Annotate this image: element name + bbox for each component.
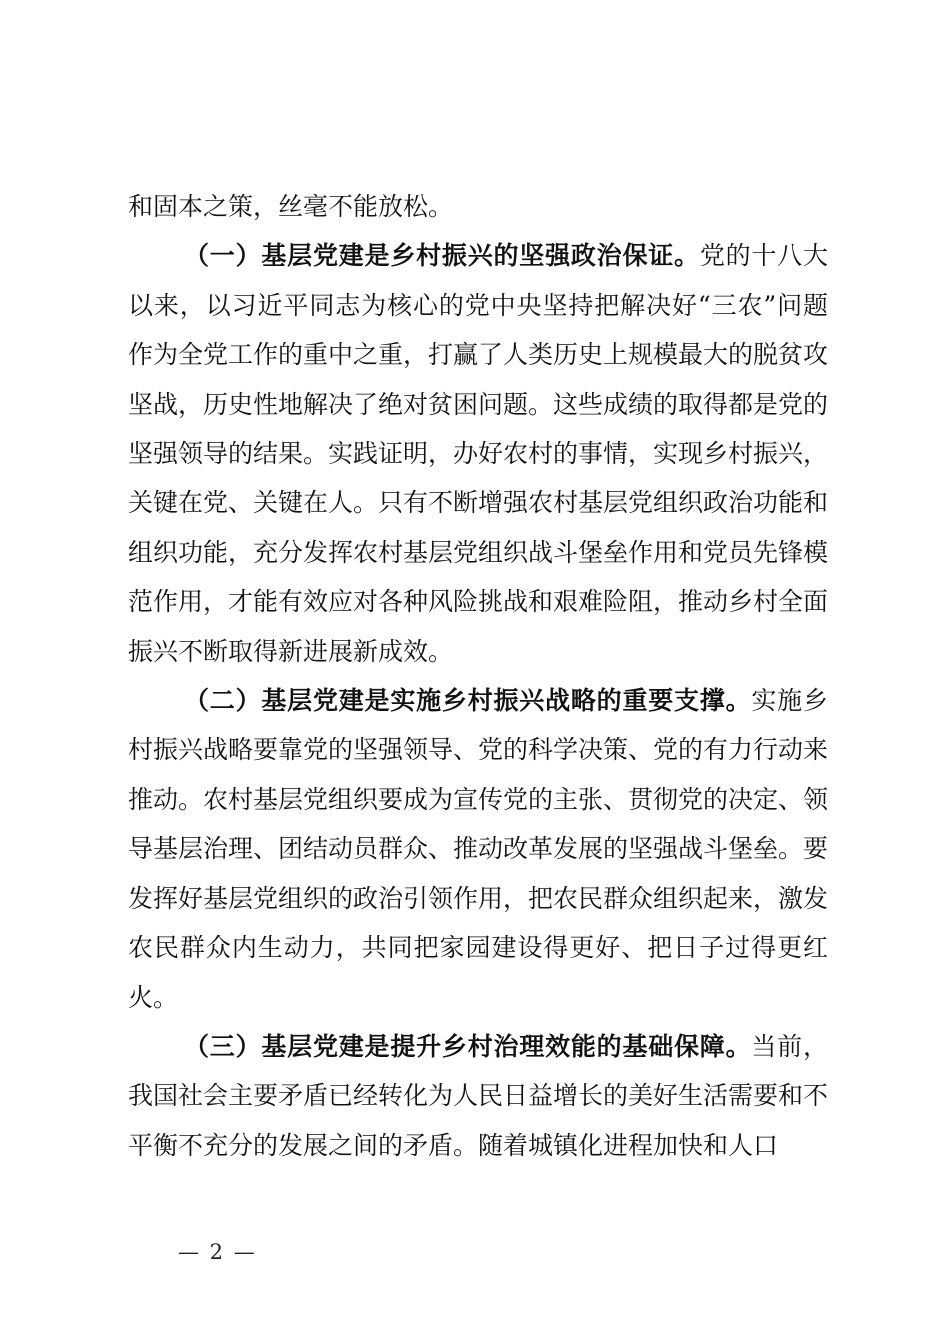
section-heading: （三）基层党建是提升乡村治理效能的基础保障。 (184, 1031, 752, 1061)
document-body (128, 182, 828, 1170)
paragraph-text: 党的十八大以来，以习近平同志为核心的党中央坚持把解决好“三农”问题作为全党工作的重中之重，打赢了人类历史上规模最大的脱贫攻坚战，历史性地解决了绝对贫困问题。这些成绩的取得都是党的坚强领导的结果。实践证明，办好农村的事情，实现乡村振兴，关键在党、关键在人。只有不断增强农村基层党组织政治功能和组织功能，充分发挥农村基层党组织战斗堡垒作用和党员先锋模范作用，才能有效应对各种风险挑战和艰难险阻，推动乡村全面振兴不断取得新进展新成效。 (128, 241, 829, 666)
section-heading: （一）基层党建是乡村振兴的坚强政治保证。 (184, 241, 700, 271)
paragraph-text: 和固本之策，丝毫不能放松。 (128, 192, 454, 221)
page-number: — 2 — (178, 1240, 257, 1264)
paragraph-text: 当前，我国社会主要矛盾已经转化为人民日益增长的美好生活需要和不平衡不充分的发展之间的矛盾。随着城镇化进程加快和人口 (128, 1031, 829, 1160)
paragraph-section-2 (128, 676, 828, 1022)
section-heading: （二）基层党建是实施乡村振兴战略的重要支撑。 (184, 686, 752, 716)
paragraph-section-3 (128, 1022, 828, 1170)
paragraph-text: 实施乡村振兴战略要靠党的坚强领导、党的科学决策、党的有力行动来推动。农村基层党组织要成为宣传党的主张、贯彻党的决定、领导基层治理、团结动员群众、推动改革发展的坚强战斗堡垒。要发挥好基层党组织的政治引领作用，把农民群众组织起来，激发农民群众内生动力，共同把家园建设得更好、把日子过得更红火。 (128, 686, 829, 1012)
paragraph-continuation (128, 182, 828, 231)
paragraph-section-1 (128, 231, 828, 676)
